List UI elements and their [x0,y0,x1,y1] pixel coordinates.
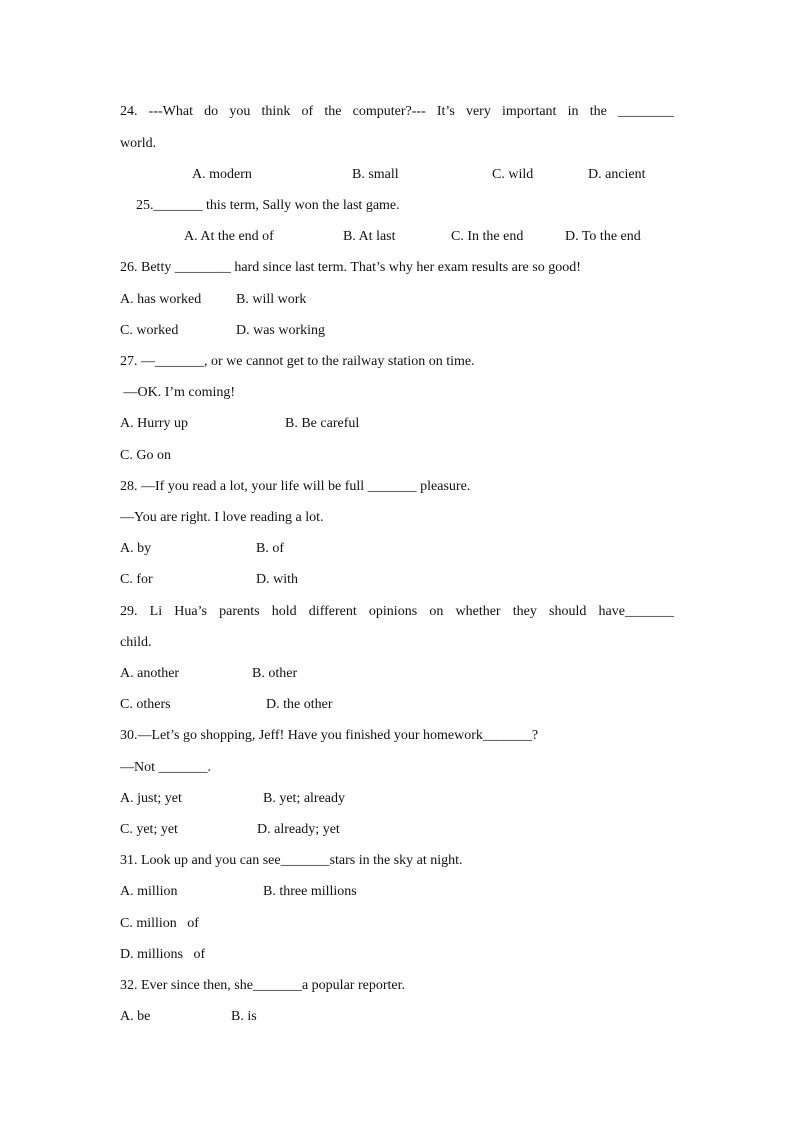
question-32-option-a: A. be [120,1009,151,1024]
question-28-stem: 28. —If you read a lot, your life will be full _______ pleasure. [120,479,471,494]
question-30-stem-cont: —Not _______. [120,760,211,775]
question-30-option-c: C. yet; yet [120,822,178,837]
question-32-option-b: B. is [231,1009,257,1024]
question-28-option-c: C. for [120,572,153,587]
question-27-option-b: B. Be careful [285,416,360,431]
question-31-stem: 31. Look up and you can see_______stars in the sky at night. [120,853,463,868]
question-29-option-a: A. another [120,666,180,681]
question-26-option-c: C. worked [120,323,179,338]
question-31-option-a: A. million [120,884,178,899]
question-30-stem: 30.—Let’s go shopping, Jeff! Have you finished your homework_______? [120,728,539,743]
question-24-stem: 24. ---What do you think of the computer?--- It’s very important in the ________ [120,104,674,119]
question-31-option-d: D. millions of [120,947,206,962]
question-29-stem: 29. Li Hua’s parents hold different opinions on whether they should have_______ [120,604,674,619]
question-31-option-b: B. three millions [263,884,357,899]
question-26-option-b: B. will work [236,292,307,307]
question-24-option-d: D. ancient [588,167,646,182]
question-29-option-b: B. other [252,666,298,681]
question-27-stem-cont: —OK. I’m coming! [120,385,236,400]
question-28-option-a: A. by [120,541,152,556]
question-24-stem-cont: world. [120,136,157,151]
question-28-option-d: D. with [256,572,298,587]
question-25-option-b: B. At last [343,229,396,244]
question-29-stem-cont: child. [120,635,152,650]
question-26-option-a: A. has worked [120,292,202,307]
question-29-option-c: C. others [120,697,171,712]
question-28-stem-cont: —You are right. I love reading a lot. [120,510,324,525]
question-25-option-c: C. In the end [451,229,524,244]
question-27-option-a: A. Hurry up [120,416,189,431]
question-27-option-c: C. Go on [120,448,171,463]
question-25-option-a: A. At the end of [184,229,274,244]
question-32-stem: 32. Ever since then, she_______a popular reporter. [120,978,405,993]
question-24-option-a: A. modern [192,167,252,182]
question-31-option-c: C. million of [120,916,199,931]
question-26-option-d: D. was working [236,323,326,338]
question-30-option-b: B. yet; already [263,791,346,806]
question-25-stem: 25._______ this term, Sally won the last game. [136,198,400,213]
question-30-option-a: A. just; yet [120,791,182,806]
question-27-stem: 27. —_______, or we cannot get to the railway station on time. [120,354,475,369]
question-24-option-c: C. wild [492,167,534,182]
question-28-option-b: B. of [256,541,284,556]
question-29-option-d: D. the other [266,697,333,712]
question-26-stem: 26. Betty ________ hard since last term. That’s why her exam results are so good! [120,260,581,275]
question-25-option-d: D. To the end [565,229,641,244]
question-24-option-b: B. small [352,167,399,182]
question-30-option-d: D. already; yet [257,822,340,837]
